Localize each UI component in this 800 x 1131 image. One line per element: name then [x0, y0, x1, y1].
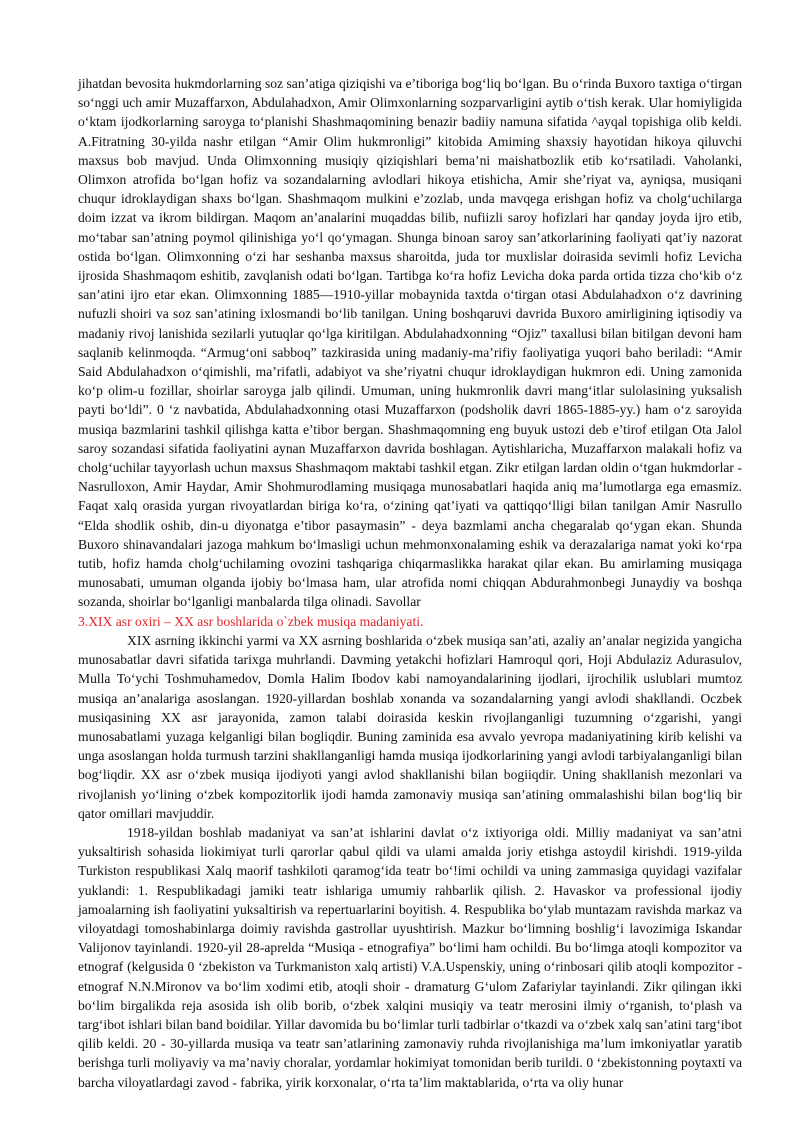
section-heading: 3.XIX asr oxiri – XX asr boshlarida o`zbek musiqa madaniyati. [78, 613, 424, 629]
document-page [78, 74, 742, 1092]
body-paragraph: jihatdan bevosita hukmdorlarning soz san’atiga qiziqishi va e’tiboriga bog‘liq bo‘lgan. Bu o‘rinda Buxoro taxtiga o‘tirgan so‘nggi uch amir Muzaffarxon, Abdulahadxon, Amir Olimxonlarning sozparvarligini aytib o‘tish kerak. Ular homiyligida o‘ktam ijodkorlarning saroyga to‘planishi Shashmaqomining benazir badiiy namuna sifatida ^ayqal topishiga olib keldi. A.Fitratning 30-yilda nashr etilgan “Amir Olim hukmronligi” kitobida Amiming shaxsiy hayotidan hikoya qiluvchi maxsus bob mavjud. Unda Olimxonning musiqiy qiziqishlari bema’ni maishatbozlik etib ko‘rsatiladi. Vaholanki, Olimxon atrofida bo‘lgan hofiz va sozandalarning avlodlari hikoya etishicha, Amir she’riyat va, ayniqsa, musiqani chuqur idroklaydigan shaxs bo‘lgan. Shashmaqom mulkini e’zozlab, unda mavqega erishgan hofiz va cholg‘uchilarga doim izzat va ikrom bildirgan. Maqom an’analarini muqaddas bilib, nufiizli saroy hofizlari har qanday joyda ijro etib, mo‘tabar san’atning poymol qilinishiga yo‘l qo‘ymagan. Shunga binoan saroy san’atkorlarining faoliyati qat’iy nazorat ostida bo‘lgan. Olimxonning o‘zi har seshanba maxsus sharoitda, juda tor muxlislar doirasida sevimli hofiz Levicha ijrosida Shashmaqom eshitib, zavqlanish odati bo‘lgan. Tartibga ko‘ra hofiz Levicha doka parda ortida tizza cho‘kib o‘z san’atini ijro etar ekan. Olimxonning 1885—1910-yillar mobaynida taxtda o‘tirgan otasi Abdulahadxon o‘z davrining nufuzli shoiri va soz san’atining ixlosmandi bo‘lib tanilgan. Uning boshqaruvi davrida Buxoro amirligining iqtisodiy va madaniy rivoj lanishida sezilarli yutuqlar qo‘lga kiritilgan. Abdulahadxonning “Ojiz” taxallusi bilan bitilgan devoni ham saqlanib kelinmoqda. “Armug‘oni sabboq” tazkirasida uning madaniy-ma’rifiy faoliyatiga yuqori baho beriladi: “Amir Said Abdulahadxon o‘qimishli, ma’rifatli, adabiyot va she’riyatni chuqur idroklaydigan hukmron edi. Uning zamonida ko‘p olim-u fozillar, shoirlar saroyga jalb qilindi. Umuman, uning hukmronlik davri mang‘itlar sulolasining yuksalish payti bo‘ldi”. 0 ‘z navbatida, Abdulahadxonning otasi Muzaffarxon (podsholik davri 1865-1885-yy.) ham o‘z saroyida musiqa bazmlarini tashkil qilishga katta e’tibor bergan. Shashmaqomning eng buyuk ustozi deb e’tirof etilgan Ota Jalol saroy sozandasi sifatida faoliyatini aynan Muzaffarxon davrida boshlagan. Aytishlaricha, Muzaffarxon malakali hofiz va cholg‘uchilar tayyorlash uchun maxsus Shashmaqom maktabi tashkil etgan. Zikr etilgan lardan oldin o‘tgan hukmdorlar - Nasrulloxon, Amir Haydar, Amir Shohmurodlaming musiqaga munosabatlari haqida aniq ma’lumotlarga ega emasmiz. Faqat xalq orasida yurgan rivoyatlardan biriga ko‘ra, o‘zining qat’iyati va qattiqqo‘lligi bilan tanilgan Amir Nasrullo “Elda shodlik oshib, din-u diyonatga e’tibor pasaymasin” - deya bazmlami ancha chegaralab qo‘ygan ekan. Shunda Buxoro shinavandalari jazoga mahkum bo‘lmasligi uchun mehmonxonalaming eshik va derazalariga namat yoki ko‘rpa tutib, hofiz hamda cholg‘uchilaming ovozini tashqariga chiqarmaslikka harakat qilar ekan. Bu amirlaming musiqaga munosabati, umuman olganda ijobiy bo‘lmasa ham, ular atrofida nomi chiqqan Abdurahmonbegi Junaydiy va boshqa sozanda, shoirlar bo‘lganligi manbalarda tilga olinadi. Savollar [78, 76, 742, 610]
body-paragraph: XIX asrning ikkinchi yarmi va XX asrning boshlarida o‘zbek musiqa san’ati, azaliy an’analar negizida yangicha munosabatlar davri sifatida tarixga muhrlandi. Davming yetakchi hofizlari Hamroqul qori, Hoji Abdulaziz Adurasulov, Mulla To‘ychi Toshmuhamedov, Domla Halim Ibodov kabi namoyandalarining ijodlari, ijrochilik uslublari mumtoz musiqa an’analariga asoslangan. 1920-yillardan boshlab xonanda va sozandalarning yangi avlodi shakllandi. Oczbek musiqasining XX asr jarayonida, zamon talabi doirasida keskin rivojlanganligi tuzumning o‘zgarishi, yangi munosabatlami yuzaga kelganligi bilan bogliqdir. Buning zaminida esa avvalo yevropa madaniyatining kirib kelishi va unga asoslangan holda turmush tarzini shakllanganligi hamda musiqa ijodkorlarining yangi avlodi tarbiyalanganligi bilan bog‘liqdir. XX asr o‘zbek musiqa ijodiyoti yangi avlod shakllanishi bilan bogiiqdir. Uning shakllanish mezonlari va rivojlanish yo‘lining o‘zbek kompozitorlik ijodi hamda zamonaviy musiqa san’atining ommalashishi bilan bog‘liq bir qator omillari mavjuddir. [78, 632, 742, 821]
body-paragraph: 1918-yildan boshlab madaniyat va san’at ishlarini davlat o‘z ixtiyoriga oldi. Milliy madaniyat va san’atni yuksaltirish sohasida liokimiyat turli qarorlar qabul qildi va ulami amalda joriy etishga astoydil kirishdi. 1919-yilda Turkiston respublikasi Xalq maorif tashkiloti qaramog‘ida teatr bo‘!imi ochildi va uning zammasiga quyidagi vazifalar yuklandi: 1. Respublikadagi jamiki teatr ishlariga umumiy rahbarlik qilish. 2. Havaskor va professional ijodiy jamoalarning ish faoliyatini yuksaltirish va repertuarlarini boyitish. 4. Respublika bo‘ylab muntazam ravishda markaz va viloyatdagi tomoshabinlarga doimiy ravishda gastrollar uyushtirish. Mazkur bo‘limning boshlig‘i lavozimiga Iskandar Valijonov tayinlandi. 1920-yil 28-aprelda “Musiqa - etnografiya” bo‘limi ham ochildi. Bu bo‘limga atoqli kompozitor va etnograf (kelgusida 0 ‘zbekiston va Turkmaniston xalq artisti) V.A.Uspenskiy, uning o‘rinbosari qilib atoqli kompozitor - etnograf N.N.Mironov va bo‘lim xodimi etib, atoqli shoir - dramaturg G‘ulom Zafariylar tayinlandi. Zikr qilingan ikki bo‘lim birgalikda reja asosida ish olib borib, o‘zbek xalqini musiqiy va teatr merosini ilmiy o‘rganish, to‘plash va targ‘ibot ishlari bilan band boidilar. Yillar davomida bu bo‘limlar turli tadbirlar o‘tkazdi va o‘zbek xalq san’atini targ‘ibot qilib keldi. 20 - 30-yillarda musiqa va teatr san’atlarining zamonaviy ruhda rivojlanishiga ma’lum imkoniyatlar yaratib berishga turli moliyaviy va ma’naviy choralar, yordamlar hokimiyat tomonidan berib turildi. 0 ‘zbekistonning poytaxti va barcha viloyatlardagi zavod - fabrika, yirik korxonalar, o‘rta ta’lim maktablarida, o‘rta va oliy hunar [78, 824, 742, 1090]
